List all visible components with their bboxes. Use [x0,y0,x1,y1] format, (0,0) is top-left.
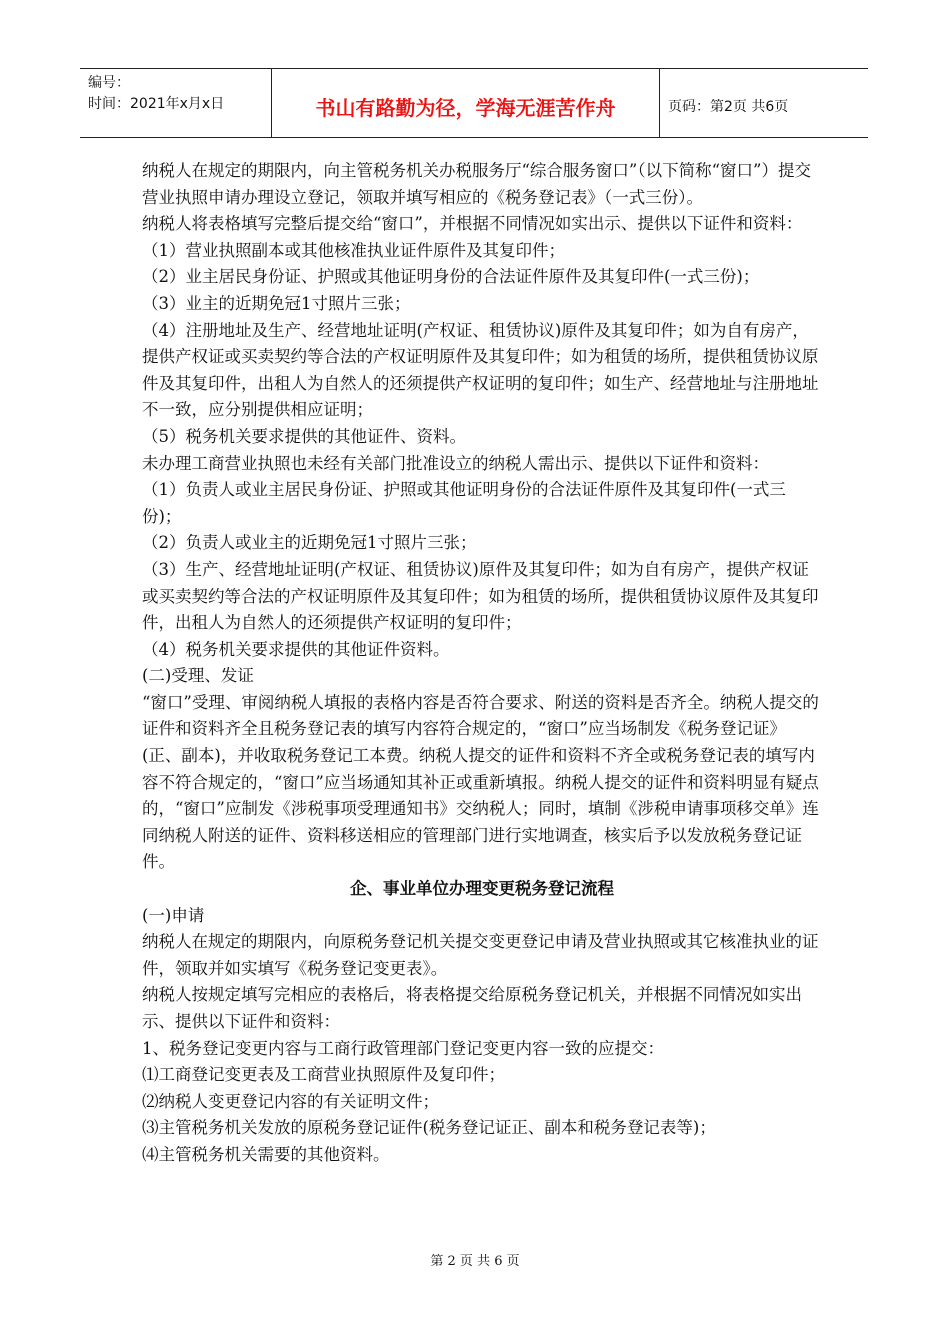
paragraph: 纳税人在规定的期限内，向主管税务机关办税服务厅“综合服务窗口”（以下简称“窗口”）提交营业执照申请办理设立登记，领取并填写相应的《税务登记表》（一式三份）。 [142,161,811,207]
page-header [80,68,868,138]
list-item: （4）注册地址及生产、经营地址证明(产权证、租赁协议)原件及其复印件；如为自有房产，提供产权证或买卖契约等合法的产权证明原件及其复印件；如为租赁的场所，提供租赁协议原件及其复印件，出租人为自然人的还须提供产权证明的复印件；如生产、经营地址与注册地址不一致，应分别提供相应证明； [142,320,819,420]
list-item: （3）生产、经营地址证明(产权证、租赁协议)原件及其复印件；如为自有房产，提供产权证或买卖契约等合法的产权证明原件及其复印件；如为租赁的场所，提供租赁协议原件及其复印件，出租人为自然人的还须提供产权证明的复印件； [142,559,819,633]
paragraph: 1、税务登记变更内容与工商行政管理部门登记变更内容一致的应提交： [142,1038,664,1058]
subheading: (一)申请 [142,905,205,925]
list-item: （2）业主居民身份证、护照或其他证明身份的合法证件原件及其复印件(一式三份)； [142,267,760,287]
list-item: （3）业主的近期免冠1寸照片三张； [142,293,411,313]
header-motto: 书山有路勤为径，学海无涯苦作舟 [272,69,660,137]
paragraph: “窗口”受理、审阅纳税人填报的表格内容是否符合要求、附送的资料是否齐全。纳税人提交的证件和资料齐全且税务登记表的填写内容符合规定的，“窗口”应当场制发《税务登记证》(正、副本)，并收取税务登记工本费。纳税人提交的证件和资料不齐全或税务登记表的填写内容不符合规定的，“窗口”应当场通知其补正或重新填报。纳税人提交的证件和资料明显有疑点的，“窗口”应制发《涉税事项受理通知书》交纳税人；同时，填制《涉税申请事项移交单》连同纳税人附送的证件、资料移送相应的管理部门进行实地调查，核实后予以发放税务登记证件。 [142,692,819,872]
list-item: （2）负责人或业主的近期免冠1寸照片三张； [142,533,477,553]
paragraph: 纳税人将表格填写完整后提交给“窗口”，并根据不同情况如实出示、提供以下证件和资料： [142,214,803,234]
list-item: （1）营业执照副本或其他核准执业证件原件及其复印件； [142,240,565,260]
list-item: ⑴工商登记变更表及工商营业执照原件及复印件； [142,1065,505,1085]
list-item: ⑷主管税务机关需要的其他资料。 [142,1144,390,1164]
list-item: ⑶主管税务机关发放的原税务登记证件(税务登记证正、副本和税务登记表等)； [142,1118,716,1138]
section-heading: 企、事业单位办理变更税务登记流程 [350,879,614,899]
paragraph: 纳税人按规定填写完相应的表格后，将表格提交给原税务登记机关，并根据不同情况如实出示、提供以下证件和资料： [142,985,802,1031]
list-item: ⑵纳税人变更登记内容的有关证明文件； [142,1091,439,1111]
header-page-info: 页码：第2页 共6页 [668,99,789,115]
paragraph: 未办理工商营业执照也未经有关部门批准设立的纳税人需出示、提供以下证件和资料： [142,453,769,473]
list-item: （5）税务机关要求提供的其他证件、资料。 [142,426,466,446]
document-number-label: 编号： [88,75,130,91]
document-time-label: 时间：2021年x月x日 [88,96,225,112]
subheading: (二)受理、发证 [142,666,254,686]
list-item: （1）负责人或业主居民身份证、护照或其他证明身份的合法证件原件及其复印件(一式三份)； [142,480,786,526]
paragraph: 纳税人在规定的期限内，向原税务登记机关提交变更登记申请及营业执照或其它核准执业的证件，领取并如实填写《税务登记变更表》。 [142,932,819,978]
document-body [142,158,822,1169]
list-item: （4）税务机关要求提供的其他证件资料。 [142,639,450,659]
page-footer: 第 2 页 共 6 页 [430,1254,520,1269]
header-meta [80,69,272,137]
